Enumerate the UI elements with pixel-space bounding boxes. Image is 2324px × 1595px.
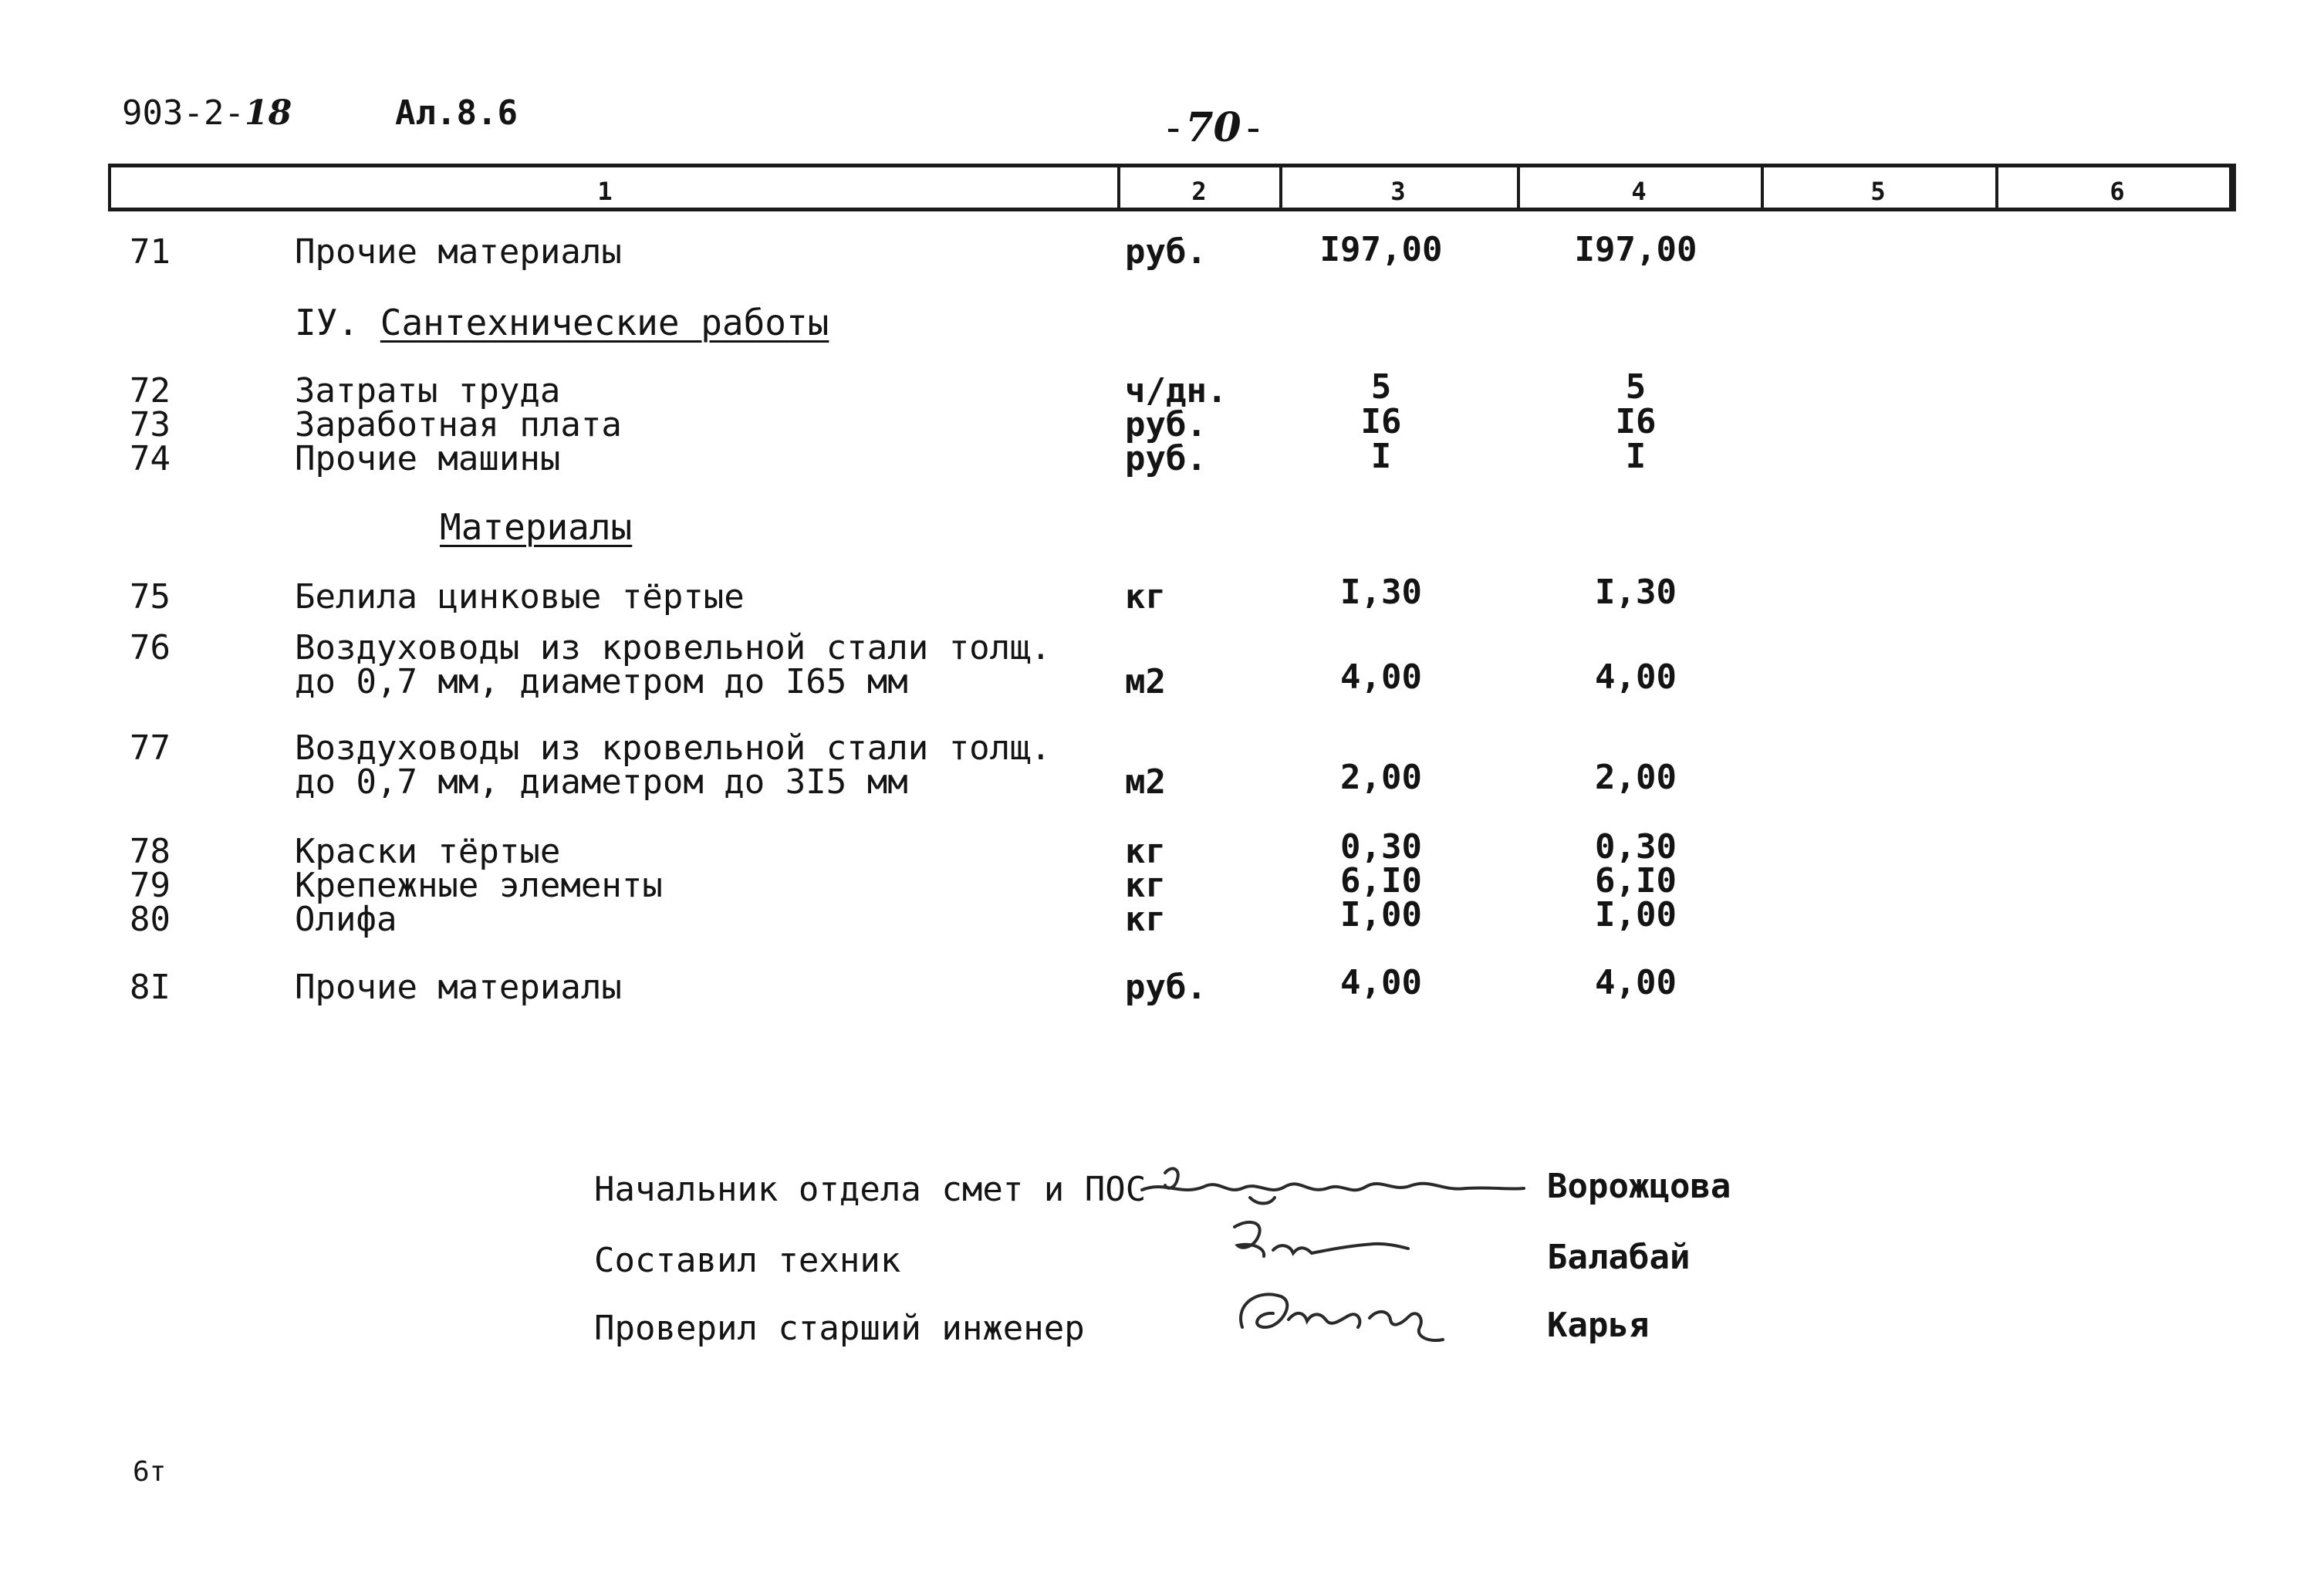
doc-code bbox=[122, 93, 292, 133]
row-value-col3: I,00 bbox=[1340, 895, 1422, 934]
column-separator bbox=[1279, 167, 1282, 208]
signature-name: Карья bbox=[1547, 1306, 1650, 1345]
row-value-col4: I,00 bbox=[1595, 895, 1677, 934]
sheet-label: Ал.8.6 bbox=[395, 93, 518, 133]
row-value-col3: I bbox=[1370, 437, 1392, 476]
row-unit: руб. bbox=[1125, 232, 1207, 272]
row-name: Белила цинковые тёртые bbox=[295, 577, 745, 617]
row-value-col3: 5 bbox=[1370, 367, 1392, 407]
column-number: 6 bbox=[2110, 177, 2125, 206]
row-value-col3: 6,I0 bbox=[1340, 861, 1422, 901]
materials-title: Материалы bbox=[440, 506, 633, 548]
signature-role: Начальник отдела смет и ПОС bbox=[594, 1170, 1147, 1209]
page-number-value: 70 bbox=[1185, 104, 1241, 151]
column-separator bbox=[1761, 167, 1764, 208]
doc-code-handwritten: 18 bbox=[244, 93, 292, 133]
row-unit: м2 bbox=[1125, 762, 1166, 802]
row-unit: руб. bbox=[1125, 405, 1207, 444]
section-iv-title: Сантехнические работы bbox=[380, 302, 829, 343]
row-value-col3: 4,00 bbox=[1340, 657, 1422, 697]
row-unit: руб. bbox=[1125, 968, 1207, 1007]
row-value-col4: 5 bbox=[1625, 367, 1647, 407]
section-iv-prefix: IУ. bbox=[295, 302, 360, 343]
row-number: 73 bbox=[130, 405, 171, 444]
column-number: 2 bbox=[1191, 177, 1207, 206]
row-name: Крепежные элементы bbox=[295, 866, 663, 905]
signature-role: Проверил старший инженер bbox=[594, 1309, 1085, 1348]
page-number bbox=[1161, 104, 1265, 151]
column-header-strip bbox=[108, 164, 2236, 211]
handwritten-signature-balabai bbox=[1219, 1211, 1420, 1273]
column-number: 5 bbox=[1870, 177, 1886, 206]
doc-code-prefix: 903-2- bbox=[122, 93, 245, 133]
section-iv-heading bbox=[295, 302, 829, 343]
column-number: 4 bbox=[1631, 177, 1647, 206]
row-value-col3: 2,00 bbox=[1340, 758, 1422, 797]
column-separator bbox=[1517, 167, 1520, 208]
row-name-line2: до 0,7 мм, диаметром до I65 мм bbox=[295, 662, 908, 701]
row-number: 71 bbox=[130, 232, 171, 272]
row-name-line1: Воздуховоды из кровельной стали толщ. bbox=[295, 728, 1052, 768]
footer-mark: 6т bbox=[133, 1456, 167, 1488]
signature-role: Составил техник bbox=[594, 1241, 901, 1280]
row-number: 72 bbox=[130, 371, 171, 411]
row-name: Затраты труда bbox=[295, 371, 561, 411]
column-separator bbox=[1117, 167, 1120, 208]
row-value-col3: I,30 bbox=[1340, 573, 1422, 612]
row-name: Прочие материалы bbox=[295, 232, 622, 272]
signature-name: Балабай bbox=[1547, 1238, 1691, 1277]
row-value-col4: I,30 bbox=[1595, 573, 1677, 612]
handwritten-signature-karya bbox=[1227, 1273, 1474, 1358]
row-value-col4: I bbox=[1625, 437, 1647, 476]
row-number: 77 bbox=[130, 728, 171, 768]
row-value-col3: 4,00 bbox=[1340, 963, 1422, 1002]
row-unit: руб. bbox=[1125, 439, 1207, 478]
row-unit: м2 bbox=[1125, 662, 1166, 701]
row-unit: кг bbox=[1125, 577, 1166, 617]
row-value-col3: I6 bbox=[1360, 402, 1402, 441]
row-name: Заработная плата bbox=[295, 405, 622, 444]
page-number-dash-left: - bbox=[1161, 105, 1186, 151]
row-value-col4: 4,00 bbox=[1595, 657, 1677, 697]
row-number: 80 bbox=[130, 900, 171, 939]
row-number: 75 bbox=[130, 577, 171, 617]
handwritten-signature-vorozhtsova bbox=[1134, 1157, 1528, 1211]
column-number: 3 bbox=[1390, 177, 1406, 206]
column-separator bbox=[1995, 167, 1998, 208]
row-value-col4: 6,I0 bbox=[1595, 861, 1677, 901]
signature-name: Ворожцова bbox=[1547, 1167, 1731, 1206]
row-name: Олифа bbox=[295, 900, 397, 939]
row-unit: ч/дн. bbox=[1125, 371, 1228, 411]
row-value-col4: 2,00 bbox=[1595, 758, 1677, 797]
row-value-col4: I97,00 bbox=[1574, 230, 1697, 269]
row-value-col4: 4,00 bbox=[1595, 963, 1677, 1002]
row-unit: кг bbox=[1125, 866, 1166, 905]
row-name: Прочие материалы bbox=[295, 968, 622, 1007]
row-number: 8I bbox=[130, 968, 171, 1007]
column-number: 1 bbox=[597, 177, 613, 206]
row-number: 78 bbox=[130, 832, 171, 871]
row-name-line2: до 0,7 мм, диаметром до 3I5 мм bbox=[295, 762, 908, 802]
row-value-col3: 0,30 bbox=[1340, 827, 1422, 867]
row-number: 76 bbox=[130, 628, 171, 667]
row-value-col4: I6 bbox=[1615, 402, 1657, 441]
row-value-col4: 0,30 bbox=[1595, 827, 1677, 867]
row-number: 79 bbox=[130, 866, 171, 905]
row-name: Краски тёртые bbox=[295, 832, 561, 871]
page-number-dash-right: - bbox=[1241, 105, 1265, 151]
row-number: 74 bbox=[130, 439, 171, 478]
row-unit: кг bbox=[1125, 900, 1166, 939]
row-name: Прочие машины bbox=[295, 439, 561, 478]
row-value-col3: I97,00 bbox=[1319, 230, 1443, 269]
row-name-line1: Воздуховоды из кровельной стали толщ. bbox=[295, 628, 1052, 667]
materials-heading bbox=[440, 506, 633, 548]
row-unit: кг bbox=[1125, 832, 1166, 871]
